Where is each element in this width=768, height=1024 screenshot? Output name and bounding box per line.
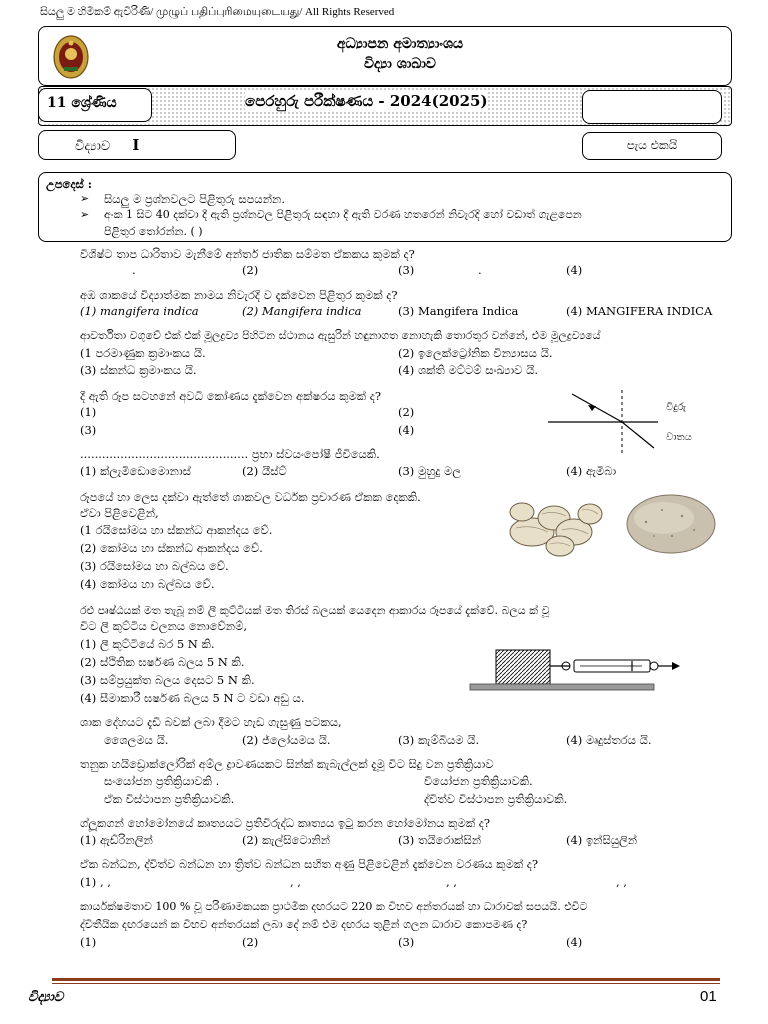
subject-label: විද්‍යාව bbox=[75, 139, 111, 154]
question-12-text-2: ද්විතීයික දඟරයෙන් ක විභව අන්තරයක් ලබා දේ නම් එම දඟරය තුළින් ගලන ධාරාව කොපමණ ද? bbox=[80, 918, 528, 931]
question-9-text: තනුක හයිඩ්‍රොක්ලෝරික් අම්ල ද්‍රාවණයකට සින්ක් කැබැල්ලක් දැමූ විට සිදු වන ප්‍රතික්‍රියාව bbox=[80, 757, 494, 771]
q12-option: (1) bbox=[80, 935, 97, 949]
question-6-text-2: ඒවා පිළිවෙළින්, bbox=[80, 506, 159, 520]
q4-option: (2) bbox=[398, 405, 415, 419]
grade-label: 11 ශ්‍රේණිය bbox=[47, 95, 117, 111]
q2-option: (1) mangifera indica bbox=[80, 304, 199, 318]
q10-option: (2) කැල්සිටොනින් bbox=[242, 833, 331, 847]
q11-option: , , bbox=[446, 875, 457, 889]
q12-option: (4) bbox=[566, 935, 583, 949]
question-10-text: ග්ලූකගන් හෝමෝනයේ කෘත්‍යයට ප්‍රතිවිරුද්ධ කෘත්‍යය ඉටු කරන හෝමෝනය කුමක් ද? bbox=[80, 816, 491, 830]
q12-option: (2) bbox=[242, 935, 259, 949]
refraction-diagram bbox=[548, 386, 698, 454]
q6-option: (4) කෝමය හා බල්බය වේ. bbox=[80, 577, 215, 591]
q10-option: (4) ඉන්සියුලින් bbox=[566, 833, 638, 847]
q9-option: සංයෝජන ප්‍රතික්‍රියාවකි . bbox=[104, 774, 220, 788]
duration-box bbox=[582, 132, 722, 160]
arrow-bullet-icon: ➢ bbox=[80, 192, 90, 205]
q6-option: (3) රයිසෝමය හා බල්බය වේ. bbox=[80, 559, 229, 573]
q2-option: (3) Mangifera Indica bbox=[398, 304, 519, 318]
q1-option: (3) bbox=[398, 263, 415, 277]
instruction-1: සියලු ම ප්‍රශ්නවලට පිළිතුරු සපයන්න. bbox=[104, 192, 286, 206]
q8-option: (2) ජ්ලෝයමය යි. bbox=[242, 733, 331, 747]
figure-label-glass: විදුරු bbox=[666, 402, 686, 413]
q3-option: (1 පරමාණුක ක්‍රමාංකය යි. bbox=[80, 346, 206, 360]
question-12-text: කාර්යක්ෂමතාව 100 % වූ පරිණාමකයක ප්‍රාථමික දඟරයට 220 ක විභව අන්තරයක් හා ධාරාවක් සපයයි. එවිට bbox=[80, 900, 588, 913]
q4-option: (1) bbox=[80, 405, 97, 419]
q8-option: ශෛලමය යි. bbox=[104, 733, 169, 747]
ginger-rhizome-image bbox=[502, 488, 614, 564]
q9-option: ද්විත්ව විස්ථාපන ප්‍රතික්‍රියාවකි. bbox=[424, 792, 568, 806]
q3-option: (2) ඉලෙක්ට්‍රෝනික වින්‍යාසය යි. bbox=[398, 346, 553, 360]
q11-option: , , bbox=[290, 875, 301, 889]
question-11-text: ඒක බන්ධන, ද්විත්ව බන්ධන හා ත්‍රිත්ව බන්ධන සහිත අණු පිළිවෙළින් දැක්වෙන වරණය කුමක් ද? bbox=[80, 857, 539, 871]
question-5-text: .............................................. ප්‍රභා ස්වයංපෝෂී ජීවියෙකි. bbox=[80, 447, 380, 461]
q1-option: . bbox=[478, 263, 482, 277]
figure-label-air: වාතය bbox=[666, 432, 692, 443]
q2-option: (4) MANGIFERA INDICA bbox=[566, 304, 713, 318]
q3-option: (4) ශක්ති මට්ටම් සංඛ්‍යාව යි. bbox=[398, 363, 538, 377]
q5-option: (3) මුහුදු මල bbox=[398, 464, 462, 478]
q6-option: (1 රයිසෝමය හා ස්කන්ධ ආකන්දය වේ. bbox=[80, 523, 273, 537]
q3-option: (3) ස්කන්ධ ක්‍රමාංකය යි. bbox=[80, 363, 197, 377]
friction-block-diagram bbox=[466, 644, 686, 694]
q9-option: වියෝජන ප්‍රතික්‍රියාවකි. bbox=[424, 774, 533, 788]
footer-divider bbox=[52, 978, 720, 981]
arrow-bullet-icon: ➢ bbox=[80, 208, 90, 221]
footer-subject: විද්‍යාව bbox=[28, 990, 64, 1005]
q1-option: . bbox=[132, 263, 136, 277]
copyright-notice: සියලු ම හිමිකම් ඇවිරිණි/ முழுப் பதிப்புரிமையுடையது/ All Rights Reserved bbox=[40, 6, 395, 18]
potato-tuber-image bbox=[624, 492, 718, 556]
question-2-text: අඹ ශාකයේ විද්‍යාත්මක නාමය නිවැරදි ව දැක්වෙන පිළිතුර කුමක් ද? bbox=[80, 288, 398, 302]
q5-option: (4) ඇමීබා bbox=[566, 464, 617, 478]
q8-option: (4) මෘදුස්තරය යි. bbox=[566, 733, 652, 747]
grade-box bbox=[38, 88, 152, 122]
question-8-text: ශාක දේහයට දැඩි බවක් ලබා දීමට හැඩ ගැසුණු පටකය, bbox=[80, 715, 342, 729]
q5-option: (2) යීස්ට් bbox=[242, 464, 287, 478]
paper-number: I bbox=[132, 136, 140, 154]
q11-option: , , bbox=[616, 875, 627, 889]
q1-option: (2) bbox=[242, 263, 259, 277]
q1-option: (4) bbox=[566, 263, 583, 277]
emblem-icon bbox=[52, 34, 90, 80]
q4-option: (3) bbox=[80, 423, 97, 437]
instruction-3: පිළිතුර තෝරන්න. ( ) bbox=[104, 225, 203, 238]
instruction-2: අංක 1 සිට 40 දක්වා දී ඇති ප්‍රශ්නවල පිළිතුරු සඳහා දී ඇති වරණ හතරෙන් නිවැරදි හෝ වඩාත් ගැළපෙන bbox=[104, 208, 582, 221]
page-number: 01 bbox=[700, 988, 717, 1005]
q12-option: (3) bbox=[398, 935, 415, 949]
q8-option: (3) කැම්බියම යි. bbox=[398, 733, 480, 747]
question-3-text: ආවර්තිතා වගුවේ එක් එක් මූලද්‍රව්‍ය පිහිටන ස්ථානය ඇසුරින් හඳුනාගත නොහැකි තොරතුර වන්නේ, එම මූලද්‍රව්‍යයේ bbox=[80, 329, 601, 342]
q7-option: (3) සම්ප්‍රයුක්ත බලය දෙසට 5 N කි. bbox=[80, 673, 255, 687]
ministry-title: අධ්‍යාපන අමාත්‍යාංශය bbox=[336, 36, 464, 52]
branch-title: විද්‍යා ශාඛාව bbox=[363, 56, 437, 72]
exam-title: පෙරහුරු පරීක්ෂණය - 2024(2025) bbox=[245, 92, 488, 110]
index-number-box[interactable] bbox=[582, 90, 722, 124]
q6-option: (2) කෝමය හා ස්කන්ධ ආකන්දය වේ. bbox=[80, 541, 263, 555]
footer-divider-thin bbox=[52, 983, 720, 984]
q5-option: (1) ක්ලැමිඩොමොනාස් bbox=[80, 464, 191, 478]
q4-option: (4) bbox=[398, 423, 415, 437]
instructions-title: උපදෙස් : bbox=[46, 177, 93, 191]
question-7-text-2: විට ලී කුට්ටිය චලනය නොවේනම්, bbox=[80, 619, 248, 633]
subject-box bbox=[38, 130, 236, 160]
q7-option: (2) ස්ථිතික ඝර්ෂණ බලය 5 N කි. bbox=[80, 655, 245, 669]
q10-option: (1) ඇඩ්රිනලින් bbox=[80, 833, 153, 847]
q10-option: (3) තයිරොක්සින් bbox=[398, 833, 482, 847]
q7-option: (1) ලී කුට්ටියේ බර 5 N කි. bbox=[80, 637, 215, 651]
q11-option: (1) , , bbox=[80, 875, 111, 889]
question-1-text: විශිෂ්ට තාප ධාරිතාව මැනීමේ අන්තර් ජාතික සම්මත ඒකකය කුමක් ද? bbox=[80, 247, 415, 261]
q9-option: ඒක විස්ථාපන ප්‍රතික්‍රියාවකි. bbox=[104, 792, 235, 806]
question-6-text: රූපයේ හා ලෙස දක්වා ඇත්තේ ශාකවල වර්ධක ප්‍රචාරණ ඒකක දෙකකි. bbox=[80, 490, 421, 504]
q2-option: (2) Mangifera indica bbox=[242, 304, 362, 318]
q7-option: (4) සීමාකාරී ඝර්ෂණ බලය 5 N ට වඩා අඩු ය. bbox=[80, 691, 305, 705]
question-4-text: දී ඇති රූප සටහනේ අවධි කෝණය දැක්වෙන අක්ෂරය කුමක් ද? bbox=[80, 389, 381, 403]
duration-label: පැය එකයි bbox=[626, 138, 678, 152]
question-7-text: රළු පෘෂ්ඨයක් මත තැබූ නම් ලී කුට්ටියක් මත තිරස් බලයක් යෙදෙන ආකාරය රූපයේ දැක්වේ. බලය ක් වූ bbox=[80, 604, 550, 617]
